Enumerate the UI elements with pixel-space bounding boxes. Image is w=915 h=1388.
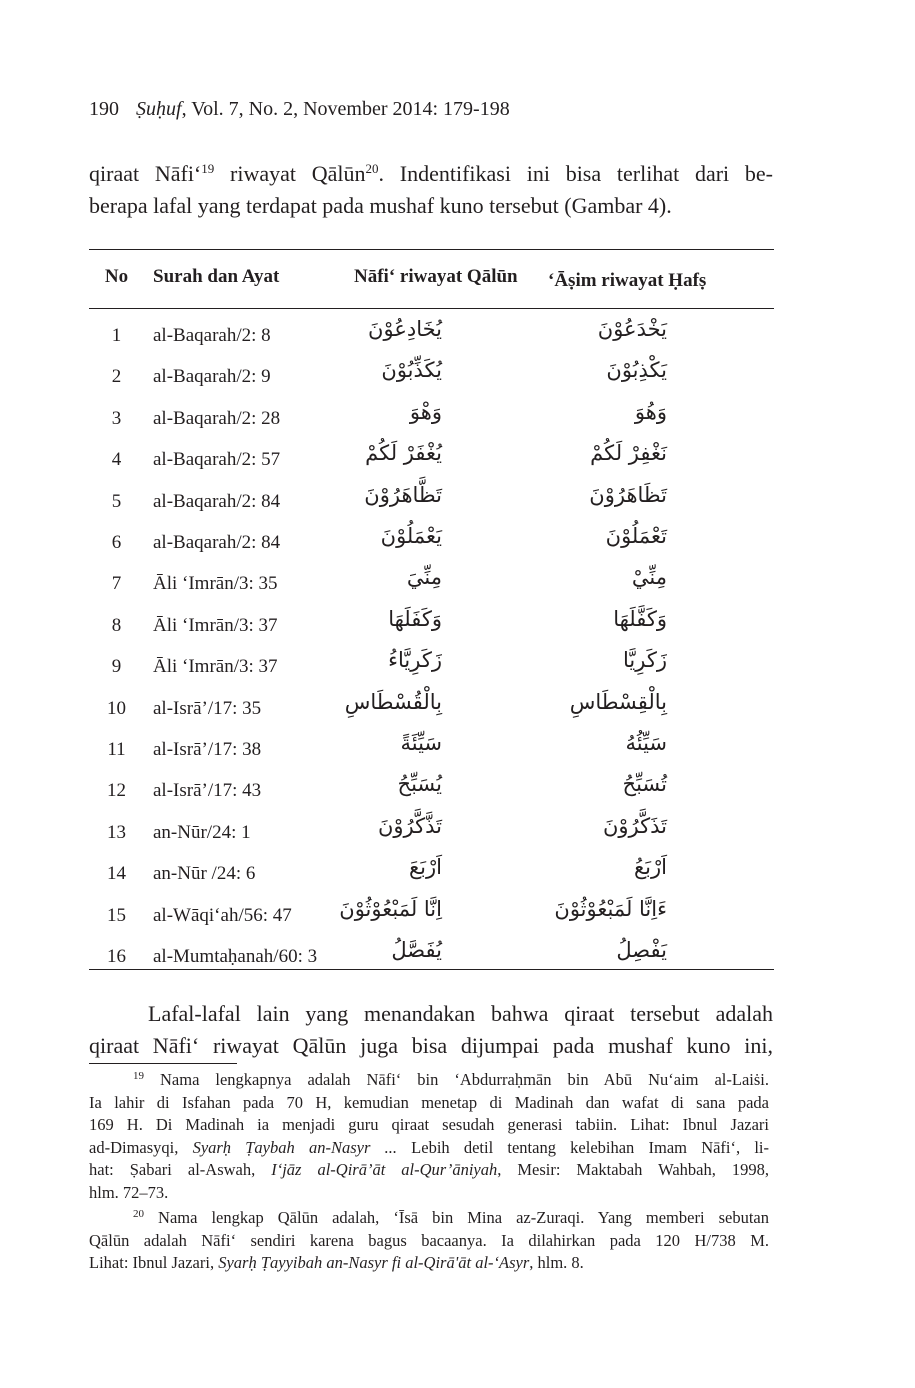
asim-hafs-reading: تَظَاهَرُوْنَ bbox=[589, 482, 667, 507]
row-number: 5 bbox=[111, 490, 122, 512]
row-number: 1 bbox=[111, 325, 122, 346]
footnote-separator bbox=[89, 1063, 237, 1064]
table-row bbox=[89, 690, 774, 731]
body-line-2: qiraat Nāfi‘ riwayat Qālūn juga bisa dijumpai pada mushaf kuno ini, bbox=[89, 1033, 773, 1058]
surah-ayat: al-Isrā’/17: 35 bbox=[153, 697, 262, 719]
row-number: 14 bbox=[107, 863, 126, 885]
asim-hafs-reading: اَرْبَعُ bbox=[634, 855, 667, 880]
nafi-qalun-reading: مِنِّيَ bbox=[406, 565, 442, 590]
table-row bbox=[89, 855, 774, 896]
table-top-rule bbox=[89, 249, 774, 250]
row-number: 13 bbox=[107, 821, 126, 843]
asim-hafs-reading: ءَاِنَّا لَمَبْعُوْثُوْنَ bbox=[554, 896, 667, 921]
table-row bbox=[89, 772, 774, 813]
row-number: 3 bbox=[111, 407, 122, 429]
row-number: 16 bbox=[107, 946, 126, 967]
asim-hafs-reading: سَيِّئُهُ bbox=[625, 731, 667, 755]
nafi-qalun-reading: يُخَادِعُوْنَ bbox=[368, 317, 442, 341]
row-number: 6 bbox=[111, 532, 122, 553]
header-no: No bbox=[104, 266, 129, 287]
running-header bbox=[89, 98, 510, 121]
table-row bbox=[89, 814, 774, 855]
table-row bbox=[89, 648, 774, 689]
row-number: 12 bbox=[107, 780, 126, 802]
footnote-number-20: 20 bbox=[133, 1208, 144, 1220]
table-row bbox=[89, 441, 774, 482]
row-number: 8 bbox=[111, 614, 122, 636]
surah-ayat: al-Baqarah/2: 84 bbox=[153, 532, 281, 553]
asim-hafs-reading: وَهُوَ bbox=[634, 399, 667, 424]
table-row bbox=[89, 565, 774, 606]
nafi-qalun-reading: تَذَّكَّرُوْنَ bbox=[377, 813, 442, 838]
row-number: 2 bbox=[111, 366, 122, 388]
nafi-qalun-reading: وَكَفَلَهَا bbox=[388, 606, 442, 631]
row-number: 7 bbox=[111, 573, 122, 595]
journal-name: Ṣuḥuf bbox=[136, 98, 182, 120]
journal-citation: , Vol. 7, No. 2, November 2014: 179-198 bbox=[181, 98, 510, 120]
row-number: 10 bbox=[107, 697, 126, 719]
nafi-qalun-reading: سَيِّئَةً bbox=[400, 731, 442, 755]
nafi-qalun-reading: بِالْقُسْطَاسِ bbox=[344, 689, 442, 714]
nafi-qalun-reading: يُسَبِّحُ bbox=[397, 772, 442, 797]
table-bottom-rule bbox=[89, 969, 774, 970]
nafi-qalun-reading: اَرْبَعَ bbox=[409, 855, 442, 880]
footnote-number-19: 19 bbox=[133, 1070, 144, 1082]
surah-ayat: al-Baqarah/2: 84 bbox=[153, 490, 281, 512]
asim-hafs-reading: تُسَبِّحُ bbox=[622, 772, 667, 797]
surah-ayat: al-Baqarah/2: 9 bbox=[153, 366, 271, 388]
surah-ayat: an-Nūr /24: 6 bbox=[153, 863, 256, 885]
table-row bbox=[89, 607, 774, 648]
table-row bbox=[89, 731, 774, 772]
intro-line-2: berapa lafal yang terdapat pada mushaf kuno tersebut (Gambar 4). bbox=[89, 193, 672, 218]
page-number: 190 bbox=[89, 98, 119, 120]
surah-ayat: al-Baqarah/2: 8 bbox=[153, 325, 271, 346]
footnote-19: $^{19}$ Nama lengkapnya adalah Nāfi‘ bin ‘Abdurraḥmān bin Abū Nu‘aim al-Laiṡi. Ia lahir di Isfahan pada 70 H, kemudian menetap di Madinah dan wafat di sana pada 169 H. Di Madinah ia menjadi guru qiraat sesudah generasi tabiin. Lihat: Ibnul Jazari ad-Dimasyqi, Syarḥ Ṭaybah an-Nasyr ... Lebih detil tentang kelebihan Imam Nāfi‘, li- hat: Ṣabari al-Aswah, I‘jāz al-Qirā’āt al-Qur’āniyah, Mesir: Maktabah Wahbah, 1998, hlm. 72–73. bbox=[89, 1070, 769, 1202]
table-row bbox=[89, 400, 774, 441]
surah-ayat: Āli ‘Imrān/3: 35 bbox=[153, 573, 278, 595]
nafi-qalun-reading: يَعْمَلُوْنَ bbox=[380, 524, 442, 548]
asim-hafs-reading: زَكَرِيَّا bbox=[623, 648, 667, 673]
nafi-qalun-reading: يُغْفَرْ لَكُمْ bbox=[365, 441, 442, 466]
header-asim: ‘Āṣim riwayat Ḥafṣ bbox=[548, 270, 707, 291]
surah-ayat: Āli ‘Imrān/3: 37 bbox=[153, 656, 278, 678]
surah-ayat: an-Nūr/24: 1 bbox=[153, 821, 251, 843]
footnote-ref-20[interactable]: 20 bbox=[365, 161, 379, 176]
table-row bbox=[89, 897, 774, 938]
surah-ayat: al-Baqarah/2: 28 bbox=[153, 407, 281, 429]
asim-hafs-reading: مِنِّيْ bbox=[631, 565, 667, 590]
nafi-qalun-reading: اِنَّا لَمَبْعُوْثُوْنَ bbox=[339, 896, 442, 921]
asim-hafs-reading: تَذَكَّرُوْنَ bbox=[602, 813, 667, 838]
nafi-qalun-reading: زَكَرِيَّاءُ bbox=[388, 648, 442, 673]
footnote-ref-19[interactable]: 19 bbox=[201, 161, 215, 176]
asim-hafs-reading: تَعْمَلُوْنَ bbox=[605, 524, 667, 548]
asim-hafs-reading: بِالْقِسْطَاسِ bbox=[569, 689, 667, 714]
header-surah: Surah dan Ayat bbox=[153, 266, 280, 287]
row-number: 15 bbox=[107, 904, 126, 926]
table-header-rule bbox=[89, 308, 774, 309]
intro-paragraph bbox=[89, 158, 773, 222]
row-number: 4 bbox=[111, 449, 122, 471]
table-row bbox=[89, 524, 774, 565]
surah-ayat: al-Isrā’/17: 38 bbox=[153, 739, 262, 760]
asim-hafs-reading: يَفْصِلُ bbox=[616, 938, 667, 962]
body-paragraph bbox=[89, 998, 773, 1062]
footnote-20: $^{20}$ Nama lengkap Qālūn adalah, ‘Īsā bin Mina az-Zuraqi. Yang memberi sebutan Qālūn adalah Nāfi‘ sendiri karena bagus bacaanya. Ia dilahirkan pada 120 H/738 M. Lihat: Ibnul Jazari, Syarḥ Ṭayyibah an-Nasyr fi al-Qirā'āt al-‘Asyr, hlm. 8. bbox=[89, 1208, 769, 1272]
nafi-qalun-reading: وَهْوَ bbox=[409, 399, 442, 424]
surah-ayat: Āli ‘Imrān/3: 37 bbox=[153, 614, 278, 636]
row-number: 11 bbox=[107, 739, 126, 760]
table-row bbox=[89, 317, 774, 358]
nafi-qalun-reading: تَظَّاهَرُوْنَ bbox=[364, 482, 442, 507]
nafi-qalun-reading: يُفَصَّلُ bbox=[391, 938, 442, 962]
table-row bbox=[89, 358, 774, 399]
asim-hafs-reading: نَغْفِرْ لَكُمْ bbox=[590, 441, 667, 466]
table-row bbox=[89, 938, 774, 979]
body-line-1: Lafal-lafal lain yang menandakan bahwa qiraat tersebut adalah bbox=[148, 1001, 773, 1026]
table-row bbox=[89, 483, 774, 524]
surah-ayat: al-Wāqi‘ah/56: 47 bbox=[153, 904, 292, 926]
row-number: 9 bbox=[111, 656, 122, 678]
surah-ayat: al-Baqarah/2: 57 bbox=[153, 449, 281, 471]
intro-line-1: qiraat Nāfi‘$^{19}$ riwayat Qālūn$^{20}$. Indentifikasi ini bisa terlihat dari be- bbox=[89, 161, 774, 186]
asim-hafs-reading: وَكَفَّلَهَا bbox=[613, 606, 667, 631]
asim-hafs-reading: يَخْدَعُوْنَ bbox=[597, 317, 667, 341]
asim-hafs-reading: يَكْذِبُوْنَ bbox=[606, 358, 667, 383]
surah-ayat: al-Isrā’/17: 43 bbox=[153, 780, 262, 802]
surah-ayat: al-Mumtaḥanah/60: 3 bbox=[153, 946, 318, 967]
nafi-qalun-reading: يُكَذِّبُوْنَ bbox=[381, 358, 442, 383]
header-nafi: Nāfi‘ riwayat Qālūn bbox=[354, 266, 518, 287]
